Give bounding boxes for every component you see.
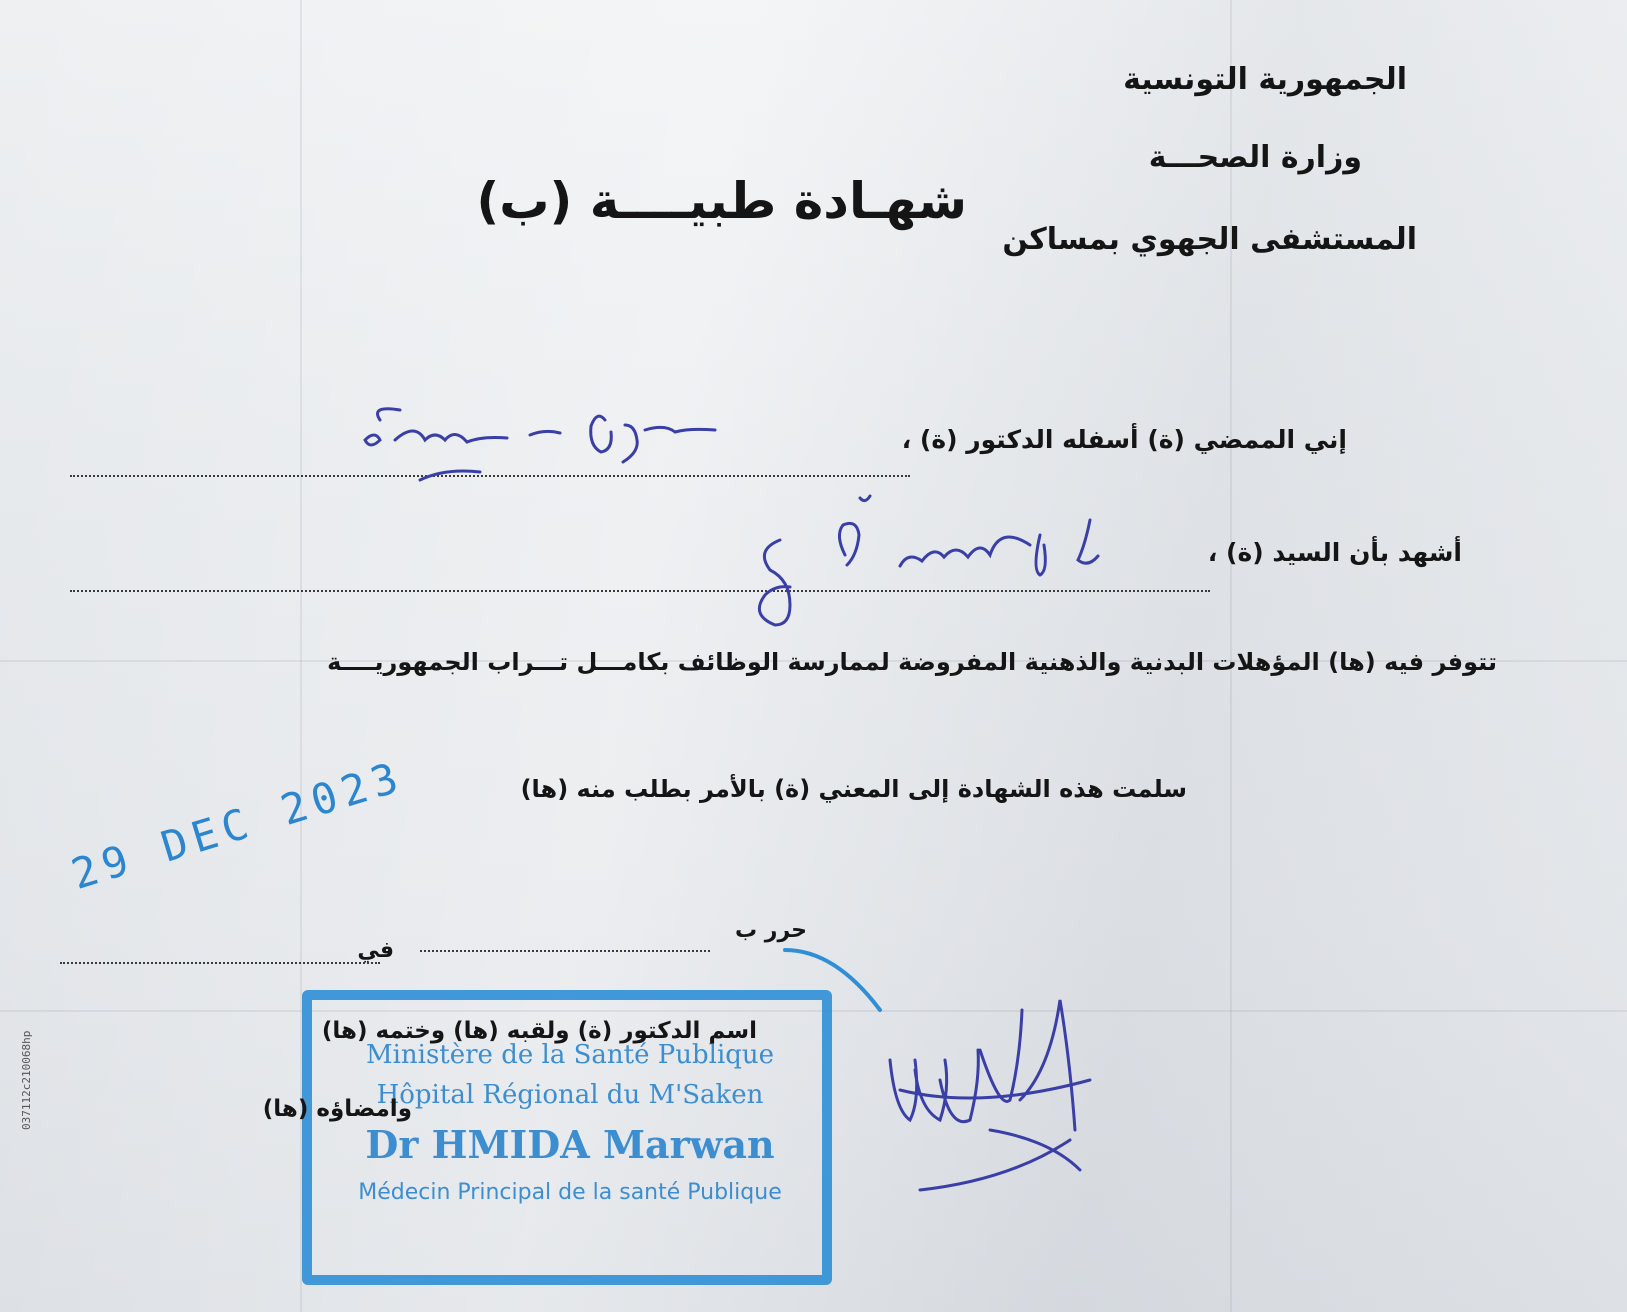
signature-label: وامضاؤه (ها) [262,1096,412,1122]
stamp-doctor-title: Médecin Principal de la santé Publique [358,1180,782,1205]
stamp-doctor-name: Dr HMIDA Marwan [365,1122,775,1167]
issued-place-dotted-line [420,950,710,952]
issued-date-label: في [357,938,394,963]
handwritten-doctor-name [360,400,780,510]
hospital-heading: المستشفى الجهوي بمساكن [1002,222,1417,257]
issued-date-dotted-line [60,962,380,964]
stamp-ink-stroke [780,940,890,1020]
handwritten-person-name [740,490,1130,650]
stamp-hospital: Hôpital Régional du M'Saken [376,1080,764,1110]
issued-place-label: حرر ب [735,918,807,943]
certificate-statement: تتوفر فيه (ها) المؤهلات البدنية والذهنية المفروضة لممارسة الوظائف بكامـــل تـــراب الجمهوريــــة [327,648,1497,676]
doctor-name-stamp-label: اسم الدكتور (ة) ولقبه (ها) وختمه (ها) [321,1018,757,1044]
edge-serial-number: 037112c210068hp [20,1030,33,1130]
doctor-signature [880,980,1140,1220]
document-title: شهـادة طبيــــة (ب) [476,172,967,230]
delivery-statement: سلمت هذه الشهادة إلى المعني (ة) بالأمر بطلب منه (ها) [520,775,1187,803]
person-label: أشهد بأن السيد (ة) ، [1207,538,1462,567]
republic-heading: الجمهورية التونسية [1123,62,1407,97]
ministry-heading: وزارة الصحـــة [1148,140,1362,175]
stamp-ministry: Ministère de la Santé Publique [365,1040,775,1070]
date-stamp: 29 DEC 2023 [65,751,410,899]
doctor-label: إني الممضي (ة) أسفله الدكتور (ة) ، [901,425,1347,454]
